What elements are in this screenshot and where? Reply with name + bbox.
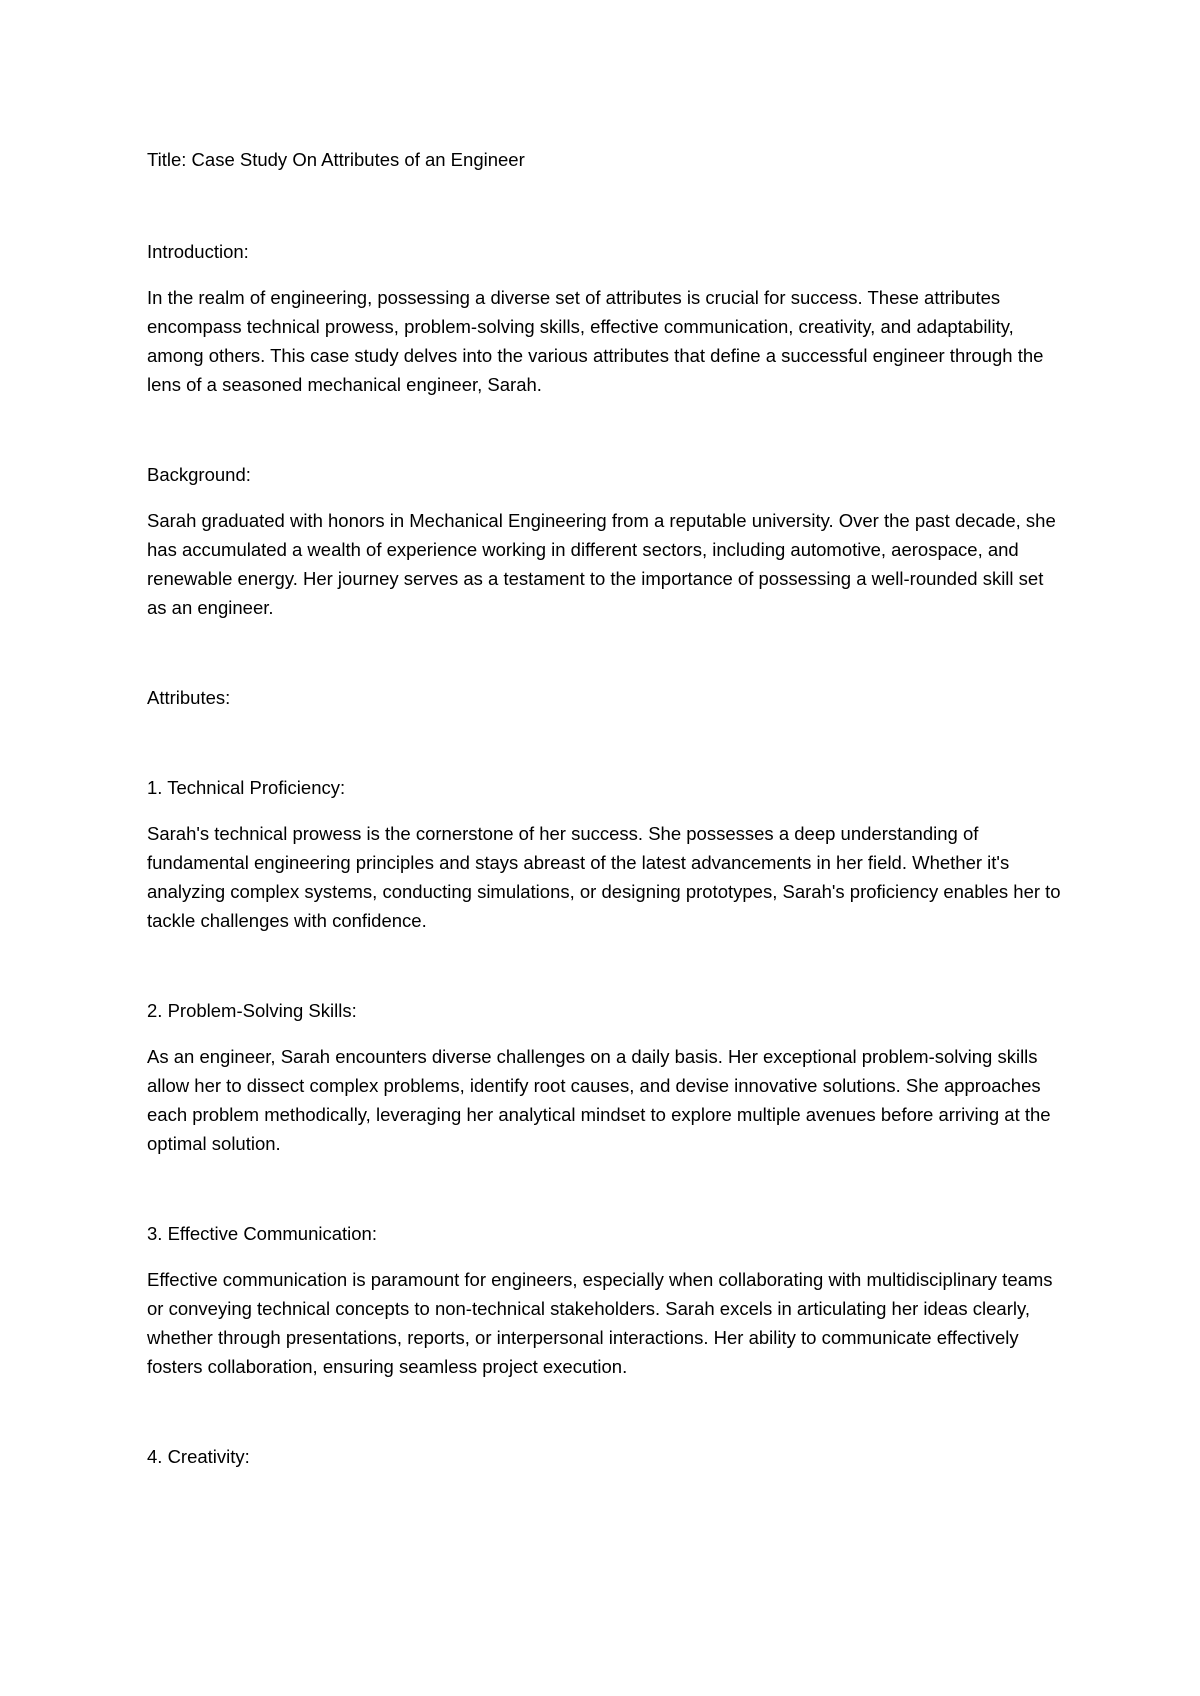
attribute-heading-creativity: 4. Creativity:	[147, 1446, 250, 1467]
background-heading: Background:	[147, 464, 251, 485]
document-body	[147, 145, 1065, 1471]
attribute-paragraph-technical-proficiency: Sarah's technical prowess is the cornerstone of her success. She possesses a deep understanding of fundamental engineering principles and stays abreast of the latest advancements in her field. Whether it's analyzing complex systems, conducting simulations, or designing prototypes, Sarah's proficiency enables her to tackle challenges with confidence.	[147, 823, 1061, 931]
introduction-heading: Introduction:	[147, 241, 249, 262]
background-paragraph: Sarah graduated with honors in Mechanical Engineering from a reputable university. Over the past decade, she has accumulated a wealth of experience working in different sectors, including automotive, aerospace, and renewable energy. Her journey serves as a testament to the importance of possessing a well-rounded skill set as an engineer.	[147, 510, 1056, 618]
attribute-paragraph-problem-solving: As an engineer, Sarah encounters diverse challenges on a daily basis. Her exceptional problem-solving skills allow her to dissect complex problems, identify root causes, and devise innovative solutions. She approaches each problem methodically, leveraging her analytical mindset to explore multiple avenues before arriving at the optimal solution.	[147, 1046, 1051, 1154]
attributes-heading: Attributes:	[147, 687, 231, 708]
attribute-heading-technical-proficiency: 1. Technical Proficiency:	[147, 777, 346, 798]
attribute-paragraph-effective-communication: Effective communication is paramount for engineers, especially when collaborating with multidisciplinary teams or conveying technical concepts to non-technical stakeholders. Sarah excels in articulating her ideas clearly, whether through presentations, reports, or interpersonal interactions. Her ability to communicate effectively fosters collaboration, ensuring seamless project execution.	[147, 1269, 1053, 1377]
document-title: Title: Case Study On Attributes of an Engineer	[147, 149, 525, 170]
attribute-heading-effective-communication: 3. Effective Communication:	[147, 1223, 377, 1244]
introduction-paragraph: In the realm of engineering, possessing a diverse set of attributes is crucial for success. These attributes encompass technical prowess, problem-solving skills, effective communication, creativity, and adaptability, among others. This case study delves into the various attributes that define a successful engineer through the lens of a seasoned mechanical engineer, Sarah.	[147, 287, 1044, 395]
attribute-heading-problem-solving: 2. Problem-Solving Skills:	[147, 1000, 357, 1021]
